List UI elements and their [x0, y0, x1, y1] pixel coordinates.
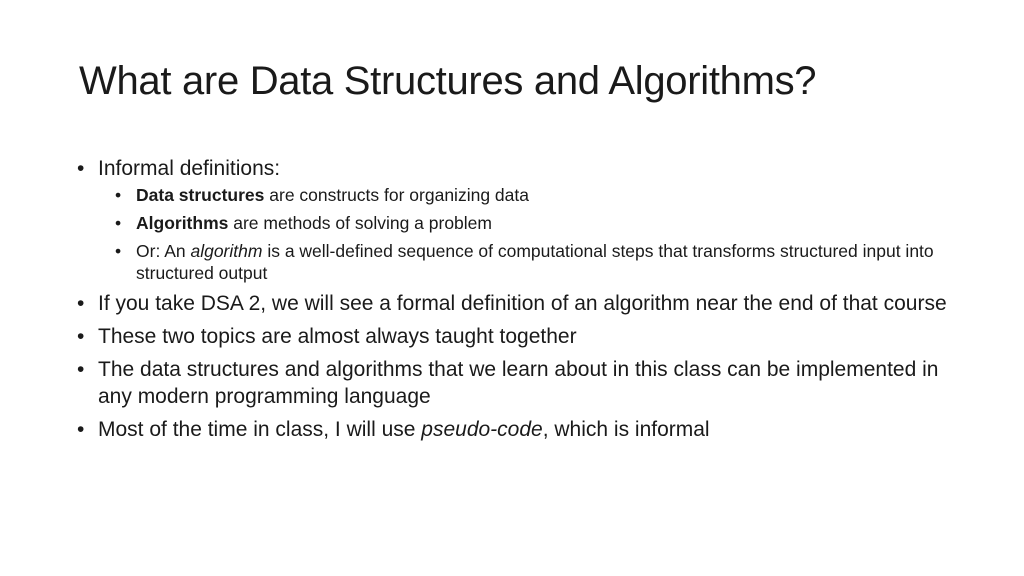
- bullet-dsa2: • If you take DSA 2, we will see a formal definition of an algorithm near the end of that course: [77, 290, 957, 317]
- sub-bullet-text: are constructs for organizing data: [264, 185, 529, 205]
- bullet-text: Informal definitions:: [98, 157, 281, 180]
- bullet-implementation: • The data structures and algorithms that we learn about in this class can be implemented in any modern programming language: [77, 356, 957, 410]
- sub-bullet-data-structures: [115, 184, 957, 206]
- bullet-informal-definitions: [77, 155, 957, 284]
- sub-bullet-algorithms: [115, 212, 957, 234]
- sub-bullet-list: [98, 184, 957, 284]
- sub-bullet-text: Or: An: [136, 241, 191, 261]
- bold-term: Data structures: [136, 185, 265, 205]
- slide-title: What are Data Structures and Algorithms?: [79, 59, 817, 103]
- sub-bullet-text: is a well-defined sequence of computational steps that transforms structured input into structured output: [136, 241, 934, 283]
- slide-body: [77, 155, 957, 449]
- bullet-taught-together: • These two topics are almost always taught together: [77, 323, 957, 350]
- bullet-text: , which is informal: [542, 418, 710, 441]
- italic-term: algorithm: [190, 241, 263, 261]
- sub-bullet-algorithm-definition: [115, 240, 957, 284]
- bold-term: Algorithms: [136, 213, 229, 233]
- italic-term: pseudo-code: [421, 418, 543, 441]
- sub-bullet-text: are methods of solving a problem: [228, 213, 492, 233]
- bullet-list: [77, 155, 957, 443]
- bullet-text: Most of the time in class, I will use: [98, 418, 422, 441]
- bullet-pseudo-code: [77, 416, 957, 443]
